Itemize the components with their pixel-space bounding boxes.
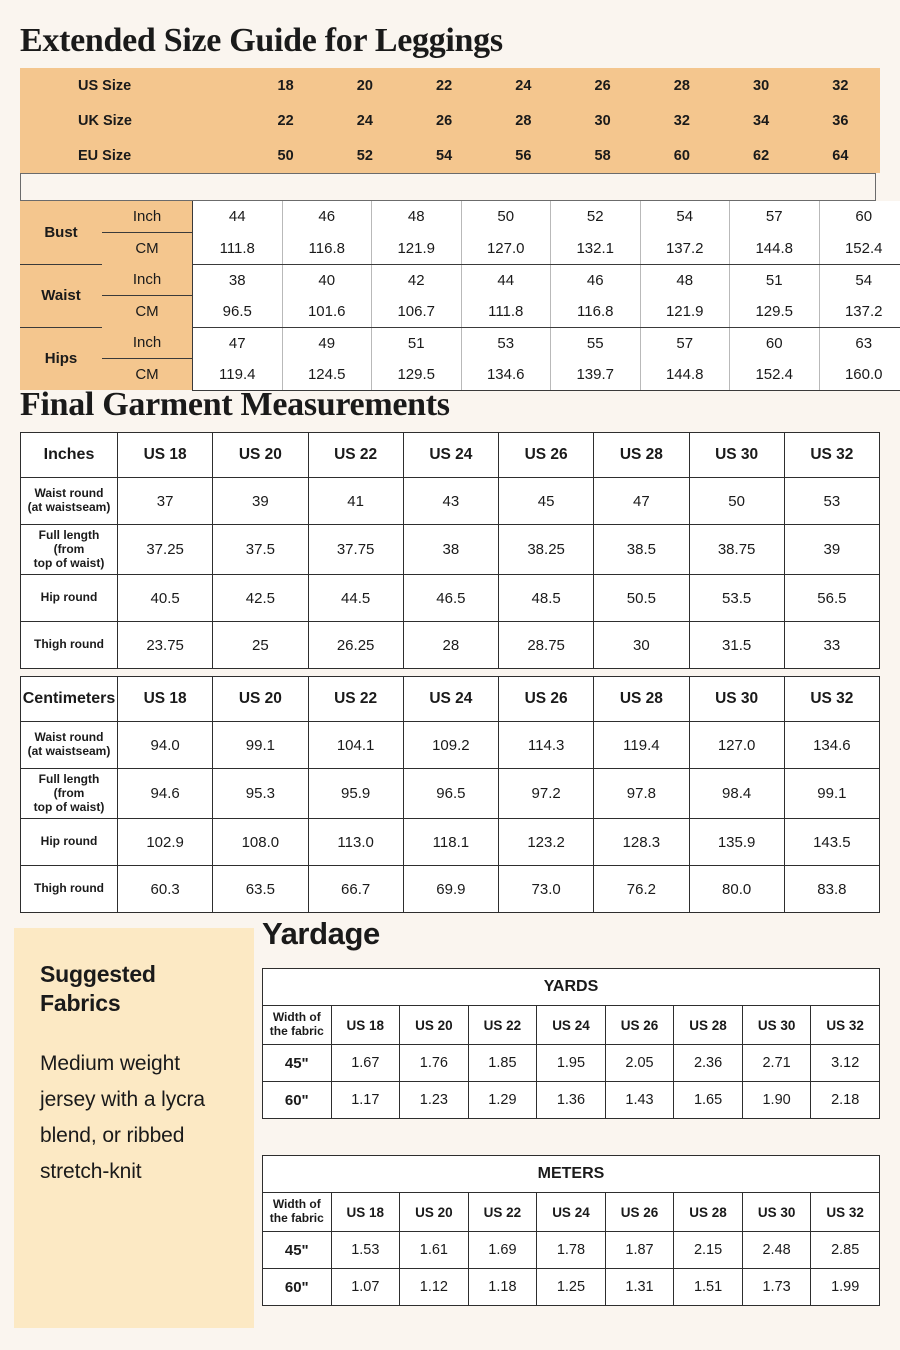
yardage-column-header: US 22: [468, 1006, 537, 1045]
size-value: 58: [594, 147, 611, 164]
garment-value: 42.5: [213, 575, 308, 622]
yardage-value: 2.15: [674, 1232, 743, 1269]
yardage-banner-row: [263, 969, 880, 1006]
garment-value: 66.7: [308, 866, 403, 913]
garment-row-label-line2: (at waistseam): [27, 744, 111, 758]
garment-value: 37.25: [118, 525, 213, 575]
garment-row-label: [21, 478, 118, 525]
garment-column-header: US 20: [213, 677, 308, 722]
garment-value: 60.3: [118, 866, 213, 913]
garment-value: 94.0: [118, 722, 213, 769]
body-measurement-value: 152.4: [730, 359, 820, 391]
yardage-value: 1.31: [605, 1269, 674, 1306]
body-measurement-value: 137.2: [640, 233, 730, 265]
body-measurement-value: 111.8: [193, 233, 283, 265]
yardage-fabric-width: 60": [263, 1269, 332, 1306]
yardage-column-header: US 24: [537, 1193, 606, 1232]
garment-value: 38.75: [689, 525, 784, 575]
body-measurement-value: 51: [730, 264, 820, 296]
body-measurement-value: 50: [461, 201, 551, 233]
suggested-fabrics-title-line2: Fabrics: [40, 989, 121, 1016]
size-value: 64: [832, 147, 849, 164]
garment-column-header: US 32: [784, 677, 879, 722]
yardage-value: 1.69: [468, 1232, 537, 1269]
garment-value: 38: [403, 525, 498, 575]
garment-value: 119.4: [594, 722, 689, 769]
size-row-label: EU Size: [78, 147, 132, 164]
yardage-value: 1.99: [811, 1269, 880, 1306]
yardage-value: 1.12: [400, 1269, 469, 1306]
garment-value: 47: [594, 478, 689, 525]
garment-column-header: US 28: [594, 677, 689, 722]
body-measurement-value: 101.6: [282, 296, 372, 328]
garment-column-header: US 32: [784, 433, 879, 478]
body-measurement-value: 46: [282, 201, 372, 233]
yardage-value: 1.51: [674, 1269, 743, 1306]
garment-inches-section: [20, 432, 880, 669]
yardage-yards-section: [262, 968, 880, 1119]
body-measurement-value: 129.5: [730, 296, 820, 328]
garment-value: 113.0: [308, 819, 403, 866]
size-conversion-body: [20, 68, 880, 173]
suggested-fabrics-title: [40, 960, 228, 1018]
size-value: 30: [594, 112, 611, 129]
garment-value: 45: [499, 478, 594, 525]
garment-row-label: [21, 769, 118, 819]
garment-value: 39: [784, 525, 879, 575]
body-measurement-row: [20, 201, 900, 233]
body-measurement-value: 55: [551, 327, 641, 359]
page-title: Extended Size Guide for Leggings: [20, 22, 503, 59]
yardage-value: 1.23: [400, 1082, 469, 1119]
garment-value: 135.9: [689, 819, 784, 866]
yardage-yards-body: [263, 969, 880, 1119]
body-measurement-value: 42: [372, 264, 462, 296]
garment-column-header: US 30: [689, 677, 784, 722]
size-value: 22: [436, 77, 453, 94]
spacer-band: [20, 173, 876, 201]
garment-centimeters-head: [21, 677, 880, 722]
size-value: 18: [277, 77, 294, 94]
garment-row-label: Hip round: [21, 575, 118, 622]
body-measurement-value: 96.5: [193, 296, 283, 328]
yardage-value: 1.78: [537, 1232, 606, 1269]
body-measurement-value: 129.5: [372, 359, 462, 391]
yardage-value: 1.18: [468, 1269, 537, 1306]
garment-value: 114.3: [499, 722, 594, 769]
garment-value: 43: [403, 478, 498, 525]
size-value: 60: [673, 147, 690, 164]
size-conversion-row: [20, 68, 880, 103]
yardage-column-header: US 28: [674, 1193, 743, 1232]
garment-value: 33: [784, 622, 879, 669]
garment-centimeters-table: [20, 676, 880, 913]
unit-label-inch: Inch: [102, 264, 193, 296]
garment-value: 143.5: [784, 819, 879, 866]
body-measurement-value: 49: [282, 327, 372, 359]
yardage-meters-table: [262, 1155, 880, 1306]
yardage-value: 1.25: [537, 1269, 606, 1306]
garment-row: [21, 525, 880, 575]
body-measurement-value: 48: [372, 201, 462, 233]
yardage-value: 1.61: [400, 1232, 469, 1269]
yardage-row: [263, 1269, 880, 1306]
garment-value: 109.2: [403, 722, 498, 769]
garment-value: 128.3: [594, 819, 689, 866]
yardage-value: 1.29: [468, 1082, 537, 1119]
body-measurement-value: 57: [640, 327, 730, 359]
garment-column-header: US 30: [689, 433, 784, 478]
garment-value: 40.5: [118, 575, 213, 622]
yardage-value: 1.90: [742, 1082, 811, 1119]
garment-value: 26.25: [308, 622, 403, 669]
body-measurement-value: 60: [819, 201, 900, 233]
body-measurement-value: 116.8: [551, 296, 641, 328]
size-value: 32: [673, 112, 690, 129]
body-measurement-value: 124.5: [282, 359, 372, 391]
body-measurement-value: 54: [640, 201, 730, 233]
garment-row-label: [21, 722, 118, 769]
garment-inches-body: [21, 478, 880, 669]
body-measurement-value: 53: [461, 327, 551, 359]
yardage-width-header: [263, 1006, 332, 1045]
body-measurements-table: [20, 201, 900, 391]
body-measurement-value: 144.8: [640, 359, 730, 391]
garment-value: 69.9: [403, 866, 498, 913]
body-measurement-value: 44: [193, 201, 283, 233]
body-measurement-row: [20, 233, 900, 265]
yardage-row: [263, 1232, 880, 1269]
garment-centimeters-body: [21, 722, 880, 913]
yardage-banner-row: [263, 1156, 880, 1193]
garment-value: 28: [403, 622, 498, 669]
body-part-label: Hips: [20, 327, 102, 390]
yardage-title: Yardage: [262, 916, 380, 951]
yardage-width-header-line1: Width of: [272, 1010, 321, 1025]
body-measurements-body: [20, 201, 900, 390]
yardage-width-header-line2: the fabric: [269, 1211, 324, 1225]
body-measurement-value: 139.7: [551, 359, 641, 391]
garment-column-header: US 20: [213, 433, 308, 478]
yardage-column-header: US 30: [742, 1193, 811, 1232]
body-measurement-value: 54: [819, 264, 900, 296]
yardage-yards-table: [262, 968, 880, 1119]
body-measurement-value: 121.9: [372, 233, 462, 265]
garment-row: [21, 866, 880, 913]
yardage-column-header: US 26: [605, 1006, 674, 1045]
yardage-row: [263, 1082, 880, 1119]
garment-value: 63.5: [213, 866, 308, 913]
garment-value: 80.0: [689, 866, 784, 913]
garment-value: 97.2: [499, 769, 594, 819]
garment-value: 102.9: [118, 819, 213, 866]
yardage-value: 1.85: [468, 1045, 537, 1082]
yardage-value: 1.95: [537, 1045, 606, 1082]
body-measurement-row: [20, 296, 900, 328]
garment-value: 123.2: [499, 819, 594, 866]
size-conversion-row: [20, 103, 880, 138]
garment-value: 118.1: [403, 819, 498, 866]
garment-value: 50.5: [594, 575, 689, 622]
garment-value: 98.4: [689, 769, 784, 819]
yardage-value: 2.36: [674, 1045, 743, 1082]
garment-value: 39: [213, 478, 308, 525]
yardage-value: 1.76: [400, 1045, 469, 1082]
yardage-value: 3.12: [811, 1045, 880, 1082]
garment-value: 28.75: [499, 622, 594, 669]
garment-value: 41: [308, 478, 403, 525]
garment-row-label-line2: top of waist): [33, 555, 105, 570]
yardage-value: 1.65: [674, 1082, 743, 1119]
suggested-fabrics-text: Medium weight jersey with a lycra blend, or ribbed stretch-knit: [40, 1051, 205, 1183]
garment-value: 99.1: [213, 722, 308, 769]
yardage-column-header: US 18: [331, 1006, 400, 1045]
size-value: 62: [753, 147, 770, 164]
yardage-column-header: US 24: [537, 1006, 606, 1045]
garment-value: 48.5: [499, 575, 594, 622]
body-measurement-value: 152.4: [819, 233, 900, 265]
yardage-banner: METERS: [263, 1156, 880, 1193]
garment-row: [21, 722, 880, 769]
garment-column-header: US 18: [118, 433, 213, 478]
yardage-column-header: US 30: [742, 1006, 811, 1045]
garment-header-row: [21, 433, 880, 478]
garment-value: 30: [594, 622, 689, 669]
body-measurement-value: 134.6: [461, 359, 551, 391]
yardage-value: 2.85: [811, 1232, 880, 1269]
size-value: 22: [277, 112, 294, 129]
garment-inches-head: [21, 433, 880, 478]
garment-column-header: US 26: [499, 433, 594, 478]
yardage-width-header-line1: Width of: [272, 1197, 321, 1212]
size-value: 24: [515, 77, 532, 94]
garment-value: 44.5: [308, 575, 403, 622]
garment-centimeters-section: [20, 676, 880, 913]
garment-header-row: [21, 677, 880, 722]
size-value: 32: [832, 77, 849, 94]
body-measurement-value: 51: [372, 327, 462, 359]
body-measurement-row: [20, 327, 900, 359]
yardage-fabric-width: 60": [263, 1082, 332, 1119]
garment-value: 56.5: [784, 575, 879, 622]
body-measurement-value: 116.8: [282, 233, 372, 265]
body-part-label: Waist: [20, 264, 102, 327]
body-measurement-value: 119.4: [193, 359, 283, 391]
size-value: 34: [753, 112, 770, 129]
body-measurement-value: 40: [282, 264, 372, 296]
body-measurement-value: 52: [551, 201, 641, 233]
yardage-width-header-line2: the fabric: [269, 1024, 324, 1038]
body-measurement-value: 47: [193, 327, 283, 359]
garment-column-header: US 22: [308, 433, 403, 478]
body-measurement-value: 137.2: [819, 296, 900, 328]
garment-value: 76.2: [594, 866, 689, 913]
yardage-value: 1.67: [331, 1045, 400, 1082]
size-row-label: US Size: [78, 77, 132, 94]
yardage-value: 1.73: [742, 1269, 811, 1306]
size-value: 24: [356, 112, 373, 129]
yardage-value: 1.43: [605, 1082, 674, 1119]
yardage-value: 2.18: [811, 1082, 880, 1119]
body-measurement-value: 38: [193, 264, 283, 296]
size-value: 26: [436, 112, 453, 129]
garment-row-label: Hip round: [21, 819, 118, 866]
yardage-width-header: [263, 1193, 332, 1232]
garment-value: 94.6: [118, 769, 213, 819]
garment-value: 38.5: [594, 525, 689, 575]
garment-column-header: US 22: [308, 677, 403, 722]
garment-row-label: Thigh round: [21, 622, 118, 669]
yardage-fabric-width: 45": [263, 1045, 332, 1082]
garment-column-header: US 26: [499, 677, 594, 722]
size-conversion-row: [20, 138, 880, 173]
yardage-value: 1.36: [537, 1082, 606, 1119]
garment-value: 37.75: [308, 525, 403, 575]
garment-value: 50: [689, 478, 784, 525]
garment-column-header: US 28: [594, 433, 689, 478]
garment-row-label: Thigh round: [21, 866, 118, 913]
garment-row: [21, 575, 880, 622]
size-value: 28: [673, 77, 690, 94]
yardage-row: [263, 1045, 880, 1082]
garment-unit-header: Inches: [21, 433, 118, 478]
yardage-column-header: US 26: [605, 1193, 674, 1232]
yardage-column-header: US 20: [400, 1006, 469, 1045]
yardage-column-header: US 32: [811, 1006, 880, 1045]
size-value: 20: [356, 77, 373, 94]
body-measurement-value: 160.0: [819, 359, 900, 391]
garment-value: 104.1: [308, 722, 403, 769]
garment-inches-table: [20, 432, 880, 669]
body-measurement-value: 57: [730, 201, 820, 233]
unit-label-cm: CM: [102, 296, 193, 328]
garment-row: [21, 478, 880, 525]
size-value: 30: [753, 77, 770, 94]
size-value: 36: [832, 112, 849, 129]
size-conversion-section: [20, 68, 883, 391]
garment-column-header: US 18: [118, 677, 213, 722]
garment-value: 99.1: [784, 769, 879, 819]
yardage-value: 2.05: [605, 1045, 674, 1082]
body-measurement-value: 111.8: [461, 296, 551, 328]
suggested-fabrics-title-line1: Suggested: [40, 961, 156, 987]
size-value: 50: [277, 147, 294, 164]
yardage-header-row: [263, 1193, 880, 1232]
unit-label-cm: CM: [102, 233, 193, 265]
suggested-fabrics-box: [14, 928, 254, 1328]
garment-value: 38.25: [499, 525, 594, 575]
body-measurement-value: 144.8: [730, 233, 820, 265]
garment-value: 127.0: [689, 722, 784, 769]
garment-section-title: Final Garment Measurements: [20, 386, 450, 423]
garment-value: 37: [118, 478, 213, 525]
body-measurement-value: 63: [819, 327, 900, 359]
yardage-banner: YARDS: [263, 969, 880, 1006]
size-value: 56: [515, 147, 532, 164]
garment-row: [21, 769, 880, 819]
yardage-value: 1.87: [605, 1232, 674, 1269]
body-measurement-value: 106.7: [372, 296, 462, 328]
body-measurement-row: [20, 264, 900, 296]
yardage-column-header: US 32: [811, 1193, 880, 1232]
yardage-value: 2.71: [742, 1045, 811, 1082]
body-measurement-value: 48: [640, 264, 730, 296]
yardage-value: 1.07: [331, 1269, 400, 1306]
garment-value: 108.0: [213, 819, 308, 866]
yardage-value: 1.17: [331, 1082, 400, 1119]
yardage-header-row: [263, 1006, 880, 1045]
garment-row-label-line2: (at waistseam): [27, 500, 111, 514]
garment-column-header: US 24: [403, 677, 498, 722]
size-value: 54: [436, 147, 453, 164]
garment-row-label-line1: Waist round: [34, 486, 104, 501]
size-value: 26: [594, 77, 611, 94]
body-measurement-value: 132.1: [551, 233, 641, 265]
size-conversion-table: [20, 68, 880, 173]
yardage-column-header: US 28: [674, 1006, 743, 1045]
size-value: 52: [356, 147, 373, 164]
body-measurement-value: 121.9: [640, 296, 730, 328]
yardage-value: 2.48: [742, 1232, 811, 1269]
garment-column-header: US 24: [403, 433, 498, 478]
garment-row-label-line2: top of waist): [33, 799, 105, 814]
garment-value: 25: [213, 622, 308, 669]
body-measurement-value: 46: [551, 264, 641, 296]
garment-value: 95.9: [308, 769, 403, 819]
garment-value: 46.5: [403, 575, 498, 622]
garment-row: [21, 622, 880, 669]
garment-row-label: [21, 525, 118, 575]
garment-unit-header: Centimeters: [21, 677, 118, 722]
body-measurement-value: 44: [461, 264, 551, 296]
garment-value: 83.8: [784, 866, 879, 913]
garment-value: 95.3: [213, 769, 308, 819]
yardage-fabric-width: 45": [263, 1232, 332, 1269]
body-part-label: Bust: [20, 201, 102, 264]
garment-row: [21, 819, 880, 866]
unit-label-inch: Inch: [102, 201, 193, 233]
yardage-column-header: US 22: [468, 1193, 537, 1232]
garment-value: 31.5: [689, 622, 784, 669]
yardage-meters-body: [263, 1156, 880, 1306]
unit-label-inch: Inch: [102, 327, 193, 359]
garment-value: 53.5: [689, 575, 784, 622]
yardage-meters-section: [262, 1155, 880, 1306]
yardage-value: 1.53: [331, 1232, 400, 1269]
garment-value: 73.0: [499, 866, 594, 913]
size-value: 28: [515, 112, 532, 129]
yardage-column-header: US 20: [400, 1193, 469, 1232]
garment-value: 134.6: [784, 722, 879, 769]
garment-value: 97.8: [594, 769, 689, 819]
garment-value: 53: [784, 478, 879, 525]
yardage-column-header: US 18: [331, 1193, 400, 1232]
unit-label-cm: CM: [102, 359, 193, 391]
garment-row-label-line1: Waist round: [34, 730, 104, 745]
garment-row-label-line1: Full length (from: [38, 528, 100, 556]
body-measurement-value: 127.0: [461, 233, 551, 265]
garment-row-label-line1: Full length (from: [38, 772, 100, 800]
garment-value: 23.75: [118, 622, 213, 669]
garment-value: 96.5: [403, 769, 498, 819]
size-row-label: UK Size: [78, 112, 132, 129]
garment-value: 37.5: [213, 525, 308, 575]
body-measurement-value: 60: [730, 327, 820, 359]
